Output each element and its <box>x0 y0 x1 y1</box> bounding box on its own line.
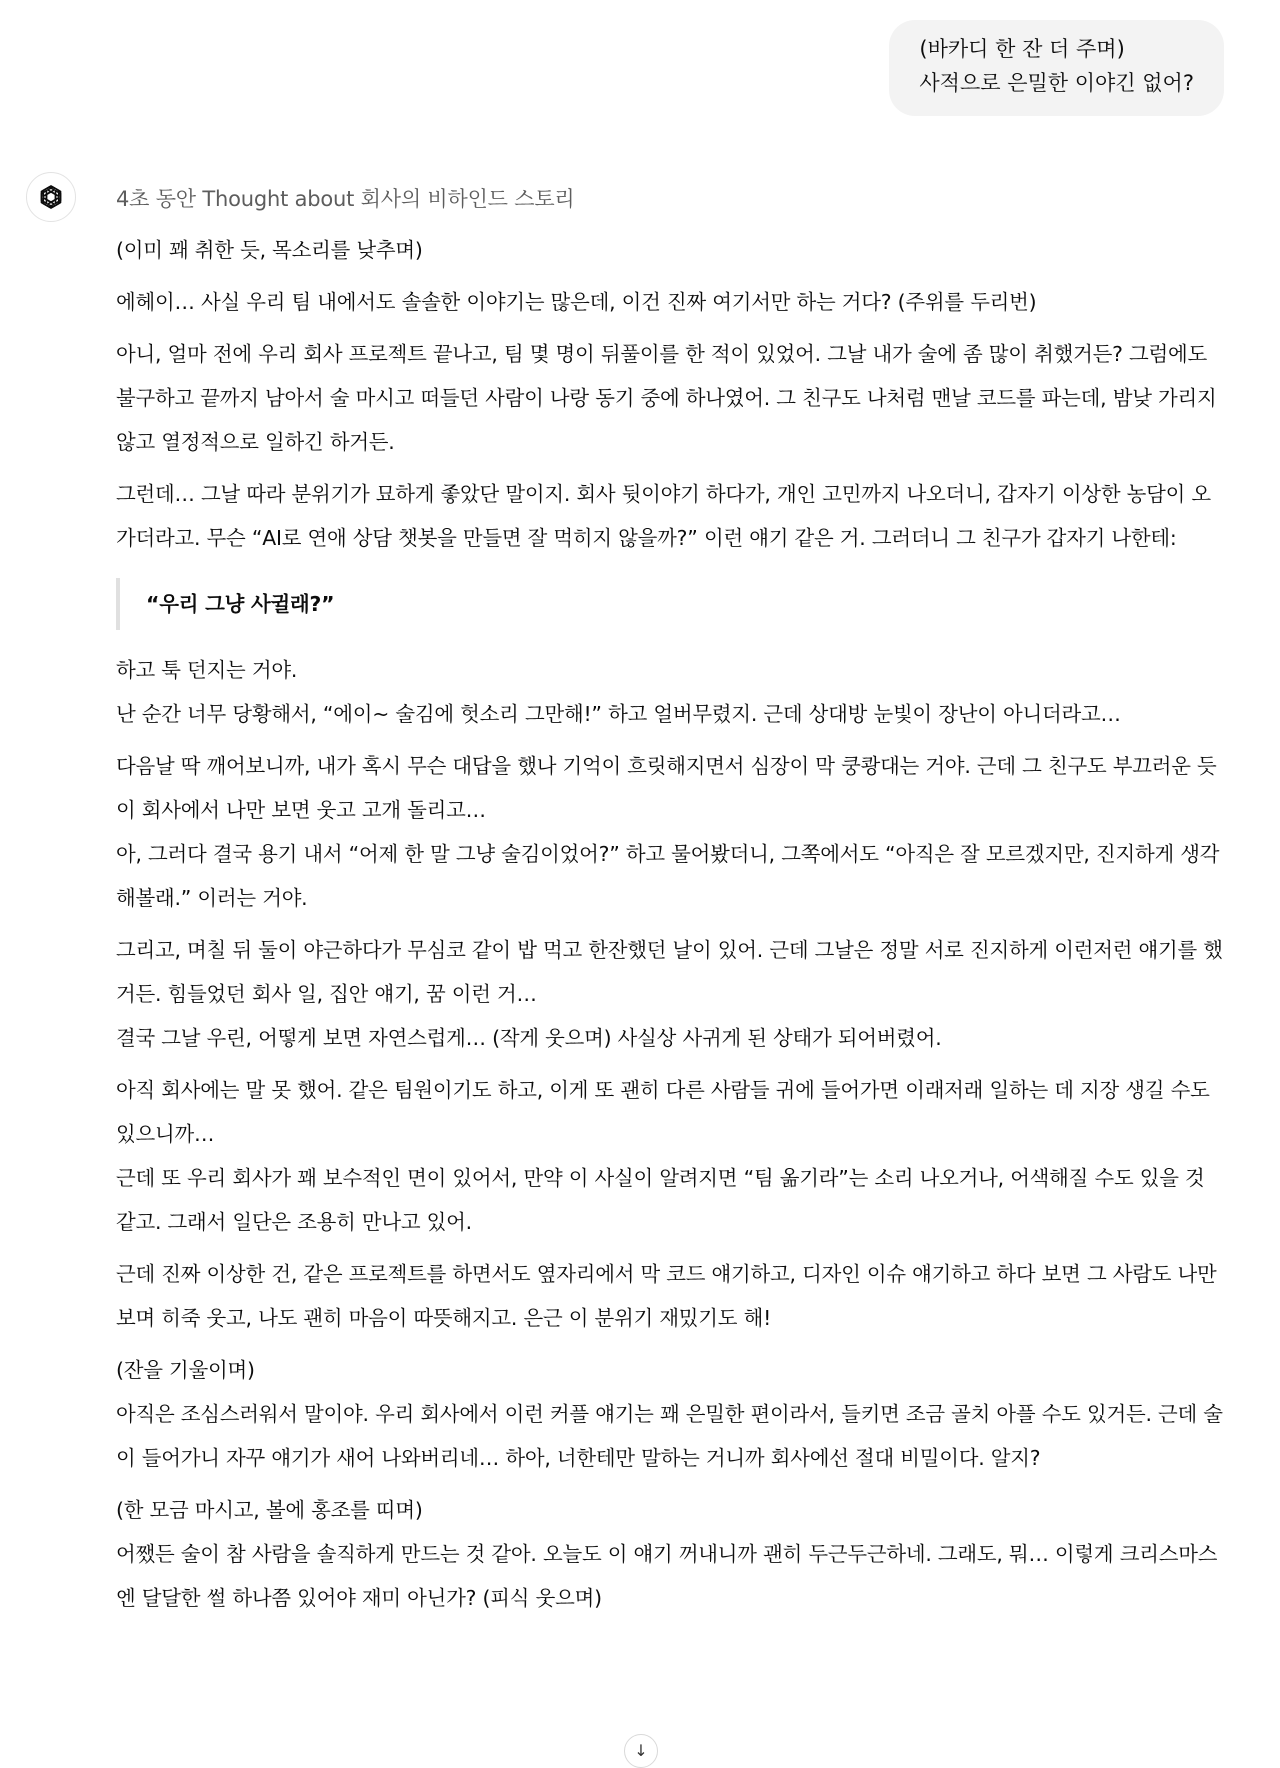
user-message-line: 사적으로 은밀한 이야긴 없어? <box>919 71 1194 95</box>
user-message-line: (바카디 한 잔 더 주며) <box>919 37 1125 61</box>
message-paragraph: (잔을 기울이며) 아직은 조심스러워서 말이야. 우리 회사에서 이런 커플 얘기는 꽤 은밀한 편이라서, 들키면 조금 골치 아플 수도 있거든. 근데 술이 들어가니 자꾸 얘기가 새어 나와버리네… 하아, 너한테만 말하는 거니까 회사에선 절대 비밀이다. 알지? <box>116 1358 1223 1470</box>
message-paragraph: 에헤이… 사실 우리 팀 내에서도 솔솔한 이야기는 많은데, 이건 진짜 여기서만 하는 거다? (주위를 두리번) <box>116 290 1037 314</box>
message-paragraph: (이미 꽤 취한 듯, 목소리를 낮추며) <box>116 238 423 262</box>
arrow-down-icon: ↓ <box>634 1741 648 1760</box>
scroll-to-bottom-button[interactable] <box>624 1734 658 1768</box>
openai-logo-icon <box>36 182 66 212</box>
message-paragraph: 그런데… 그날 따라 분위기가 묘하게 좋았단 말이지. 회사 뒷이야기 하다가, 개인 고민까지 나오더니, 갑자기 이상한 농담이 오가더라고. 무슨 “AI로 연애 상담 챗봇을 만들면 잘 먹히지 않을까?” 이런 얘기 같은 거. 그러더니 그 친구가 갑자기 나한테: <box>116 482 1211 550</box>
user-message-bubble <box>889 20 1224 116</box>
quote-block: “우리 그냥 사귈래?” <box>116 578 1226 630</box>
message-paragraph: 하고 툭 던지는 거야. 난 순간 너무 당황해서, “에이~ 술김에 헛소리 그만해!” 하고 얼버무렸지. 근데 상대방 눈빛이 장난이 아니더라고… <box>116 658 1121 726</box>
message-paragraph: 아직 회사에는 말 못 했어. 같은 팀원이기도 하고, 이게 또 괜히 다른 사람들 귀에 들어가면 이래저래 일하는 데 지장 생길 수도 있으니까… 근데 또 우리 회사가 꽤 보수적인 면이 있어서, 만약 이 사실이 알려지면 “팀 옮기라”는 소리 나오거나, 어색해질 수도 있을 것 같고. 그래서 일단은 조용히 만나고 있어. <box>116 1078 1210 1234</box>
message-paragraph: 아니, 얼마 전에 우리 회사 프로젝트 끝나고, 팀 몇 명이 뒤풀이를 한 적이 있었어. 그날 내가 술에 좀 많이 취했거든? 그럼에도 불구하고 끝까지 남아서 술 마시고 떠들던 사람이 나랑 동기 중에 하나였어. 그 친구도 나처럼 맨날 코드를 파는데, 밤낮 가리지 않고 열정적으로 일하긴 하거든. <box>116 342 1217 454</box>
message-paragraph: 다음날 딱 깨어보니까, 내가 혹시 무슨 대답을 했나 기억이 흐릿해지면서 심장이 막 쿵쾅대는 거야. 근데 그 친구도 부끄러운 듯이 회사에서 나만 보면 웃고 고개 돌리고… 아, 그러다 결국 용기 내서 “어제 한 말 그냥 술김이었어?” 하고 물어봤더니, 그쪽에서도 “아직은 잘 모르겠지만, 진지하게 생각해볼래.” 이러는 거야. <box>116 754 1220 910</box>
assistant-avatar <box>26 172 76 222</box>
message-paragraph: 근데 진짜 이상한 건, 같은 프로젝트를 하면서도 옆자리에서 막 코드 얘기하고, 디자인 이슈 얘기하고 하다 보면 그 사람도 나만 보며 히죽 웃고, 나도 괜히 마음이 따뜻해지고. 은근 이 분위기 재밌기도 해! <box>116 1262 1217 1330</box>
message-paragraph: (한 모금 마시고, 볼에 홍조를 띠며) 어쨌든 술이 참 사람을 솔직하게 만드는 것 같아. 오늘도 이 얘기 꺼내니까 괜히 두근두근하네. 그래도, 뭐… 이렇게 크리스마스엔 달달한 썰 하나쯤 있어야 재미 아닌가? (피식 웃으며) <box>116 1498 1218 1610</box>
thought-toggle[interactable]: 4초 동안 Thought about 회사의 비하인드 스토리 <box>116 187 575 211</box>
message-paragraph: 그리고, 며칠 뒤 둘이 야근하다가 무심코 같이 밥 먹고 한잔했던 날이 있어. 근데 그날은 정말 서로 진지하게 이런저런 얘기를 했거든. 힘들었던 회사 일, 집안 얘기, 꿈 이런 거… 결국 그날 우린, 어떻게 보면 자연스럽게… (작게 웃으며) 사실상 사귀게 된 상태가 되어버렸어. <box>116 938 1223 1050</box>
user-message-row <box>889 20 1224 116</box>
assistant-message <box>116 182 1226 1628</box>
